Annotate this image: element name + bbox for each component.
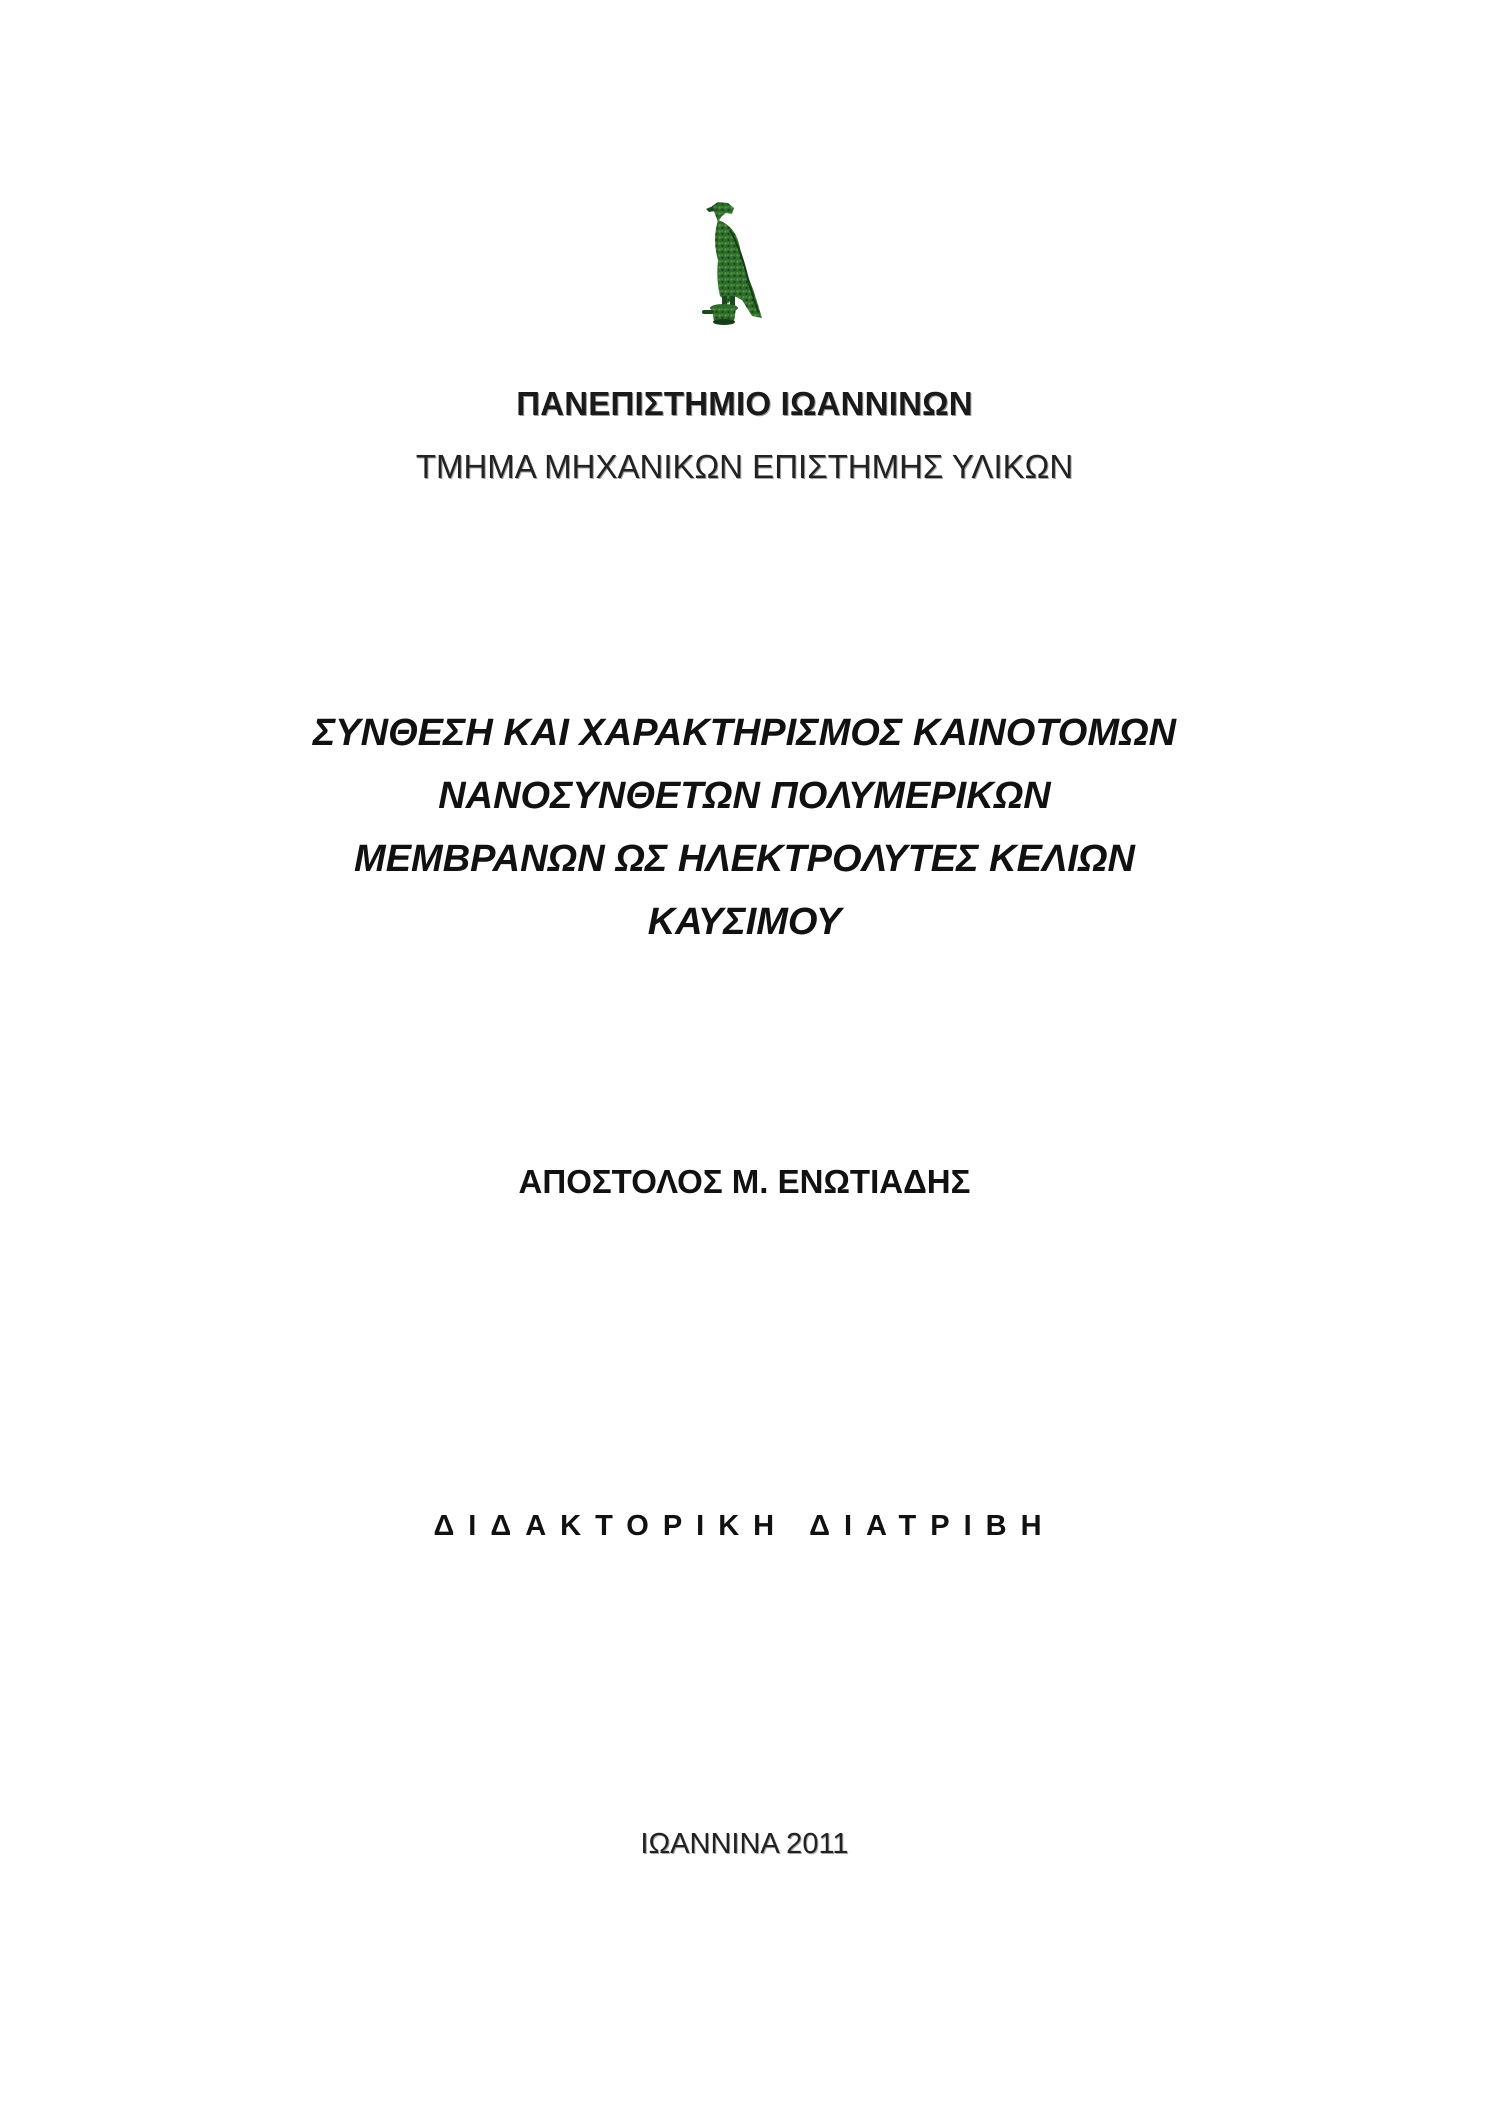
thesis-title-line: ΚΑΥΣΙΜΟΥ bbox=[647, 901, 842, 943]
thesis-title bbox=[0, 702, 1489, 954]
university-name: ΠΑΝΕΠΙΣΤΗΜΙΟ ΙΩΑΝΝΙΝΩΝ bbox=[516, 385, 973, 422]
eagle-emblem-icon bbox=[682, 200, 772, 330]
thesis-title-line: ΣΥΝΘΕΣΗ ΚΑΙ ΧΑΡΑΚΤΗΡΙΣΜΟΣ ΚΑΙΝΟΤΟΜΩΝ bbox=[312, 712, 1177, 754]
department-name: ΤΜΗΜΑ ΜΗΧΑΝΙΚΩΝ ΕΠΙΣΤΗΜΗΣ ΥΛΙΚΩΝ bbox=[415, 448, 1074, 485]
author-name: ΑΠΟΣΤΟΛΟΣ Μ. ΕΝΩΤΙΑΔΗΣ bbox=[518, 1163, 971, 1200]
thesis-title-line: ΝΑΝΟΣΥΝΘΕΤΩΝ ΠΟΛΥΜΕΡΙΚΩΝ bbox=[438, 775, 1051, 817]
document-type: ΔΙΔΑΚΤΟΡΙΚΗ ΔΙΑΤΡΙΒΗ bbox=[433, 1510, 1056, 1542]
thesis-title-line: ΜΕΜΒΡΑΝΩΝ ΩΣ ΗΛΕΚΤΡΟΛΥΤΕΣ ΚΕΛΙΩΝ bbox=[354, 838, 1135, 880]
city-year: ΙΩΑΝΝΙΝΑ 2011 bbox=[640, 1828, 849, 1860]
